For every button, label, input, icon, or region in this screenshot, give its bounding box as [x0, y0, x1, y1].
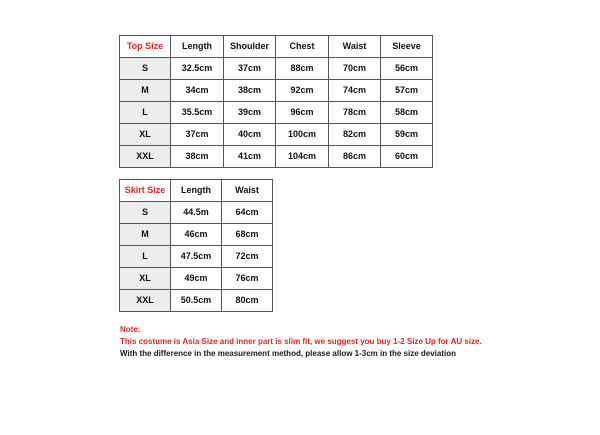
- table-cell: 56cm: [381, 58, 433, 80]
- table-cell: 82cm: [329, 124, 381, 146]
- table-cell: 38cm: [224, 80, 276, 102]
- note-line-size-advice: This costume is Asia Size and inner part is slim fit, we suggest you buy 1-2 Size Up for AU size.: [120, 337, 482, 346]
- table-cell: 32.5cm: [171, 58, 224, 80]
- note-line-deviation: With the difference in the measurement method, please allow 1-3cm in the size deviation: [120, 349, 457, 358]
- top-size-corner-label: Top Size: [120, 36, 171, 58]
- size-label: M: [120, 224, 171, 246]
- skirt-size-corner-label: Skirt Size: [120, 180, 171, 202]
- table-row: [120, 268, 273, 290]
- table-cell: 70cm: [329, 58, 381, 80]
- table-row: [120, 146, 433, 168]
- table-cell: 86cm: [329, 146, 381, 168]
- table-row: [120, 58, 433, 80]
- top-size-table: [119, 35, 433, 168]
- note-title: Note:: [120, 325, 141, 334]
- table-cell: 76cm: [222, 268, 273, 290]
- table-cell: 50.5cm: [171, 290, 222, 312]
- table-cell: 64cm: [222, 202, 273, 224]
- size-label: XL: [120, 124, 171, 146]
- table-cell: 104cm: [276, 146, 329, 168]
- size-label: S: [120, 202, 171, 224]
- top-col-chest: Chest: [276, 36, 329, 58]
- table-cell: 35.5cm: [171, 102, 224, 124]
- table-cell: 38cm: [171, 146, 224, 168]
- table-cell: 58cm: [381, 102, 433, 124]
- top-col-length: Length: [171, 36, 224, 58]
- top-col-sleeve: Sleeve: [381, 36, 433, 58]
- table-row: [120, 290, 273, 312]
- size-label: XXL: [120, 290, 171, 312]
- table-cell: 37cm: [224, 58, 276, 80]
- table-cell: 41cm: [224, 146, 276, 168]
- table-cell: 34cm: [171, 80, 224, 102]
- table-cell: 80cm: [222, 290, 273, 312]
- size-label: M: [120, 80, 171, 102]
- table-row: [120, 202, 273, 224]
- table-cell: 46cm: [171, 224, 222, 246]
- table-cell: 68cm: [222, 224, 273, 246]
- size-label: L: [120, 246, 171, 268]
- table-cell: 57cm: [381, 80, 433, 102]
- table-cell: 49cm: [171, 268, 222, 290]
- table-cell: 37cm: [171, 124, 224, 146]
- skirt-col-waist: Waist: [222, 180, 273, 202]
- table-cell: 47.5cm: [171, 246, 222, 268]
- skirt-size-table: [119, 179, 273, 312]
- top-size-header-row: [120, 36, 433, 58]
- table-cell: 88cm: [276, 58, 329, 80]
- size-label: S: [120, 58, 171, 80]
- table-cell: 72cm: [222, 246, 273, 268]
- size-label: XL: [120, 268, 171, 290]
- table-row: [120, 124, 433, 146]
- table-cell: 78cm: [329, 102, 381, 124]
- table-cell: 59cm: [381, 124, 433, 146]
- table-cell: 39cm: [224, 102, 276, 124]
- table-cell: 44.5m: [171, 202, 222, 224]
- table-cell: 92cm: [276, 80, 329, 102]
- table-row: [120, 224, 273, 246]
- size-note: [120, 324, 590, 360]
- table-row: [120, 80, 433, 102]
- skirt-size-header-row: [120, 180, 273, 202]
- table-cell: 74cm: [329, 80, 381, 102]
- table-row: [120, 246, 273, 268]
- table-cell: 60cm: [381, 146, 433, 168]
- table-cell: 100cm: [276, 124, 329, 146]
- top-col-waist: Waist: [329, 36, 381, 58]
- table-cell: 96cm: [276, 102, 329, 124]
- size-label: XXL: [120, 146, 171, 168]
- table-cell: 40cm: [224, 124, 276, 146]
- size-label: L: [120, 102, 171, 124]
- table-row: [120, 102, 433, 124]
- skirt-col-length: Length: [171, 180, 222, 202]
- top-col-shoulder: Shoulder: [224, 36, 276, 58]
